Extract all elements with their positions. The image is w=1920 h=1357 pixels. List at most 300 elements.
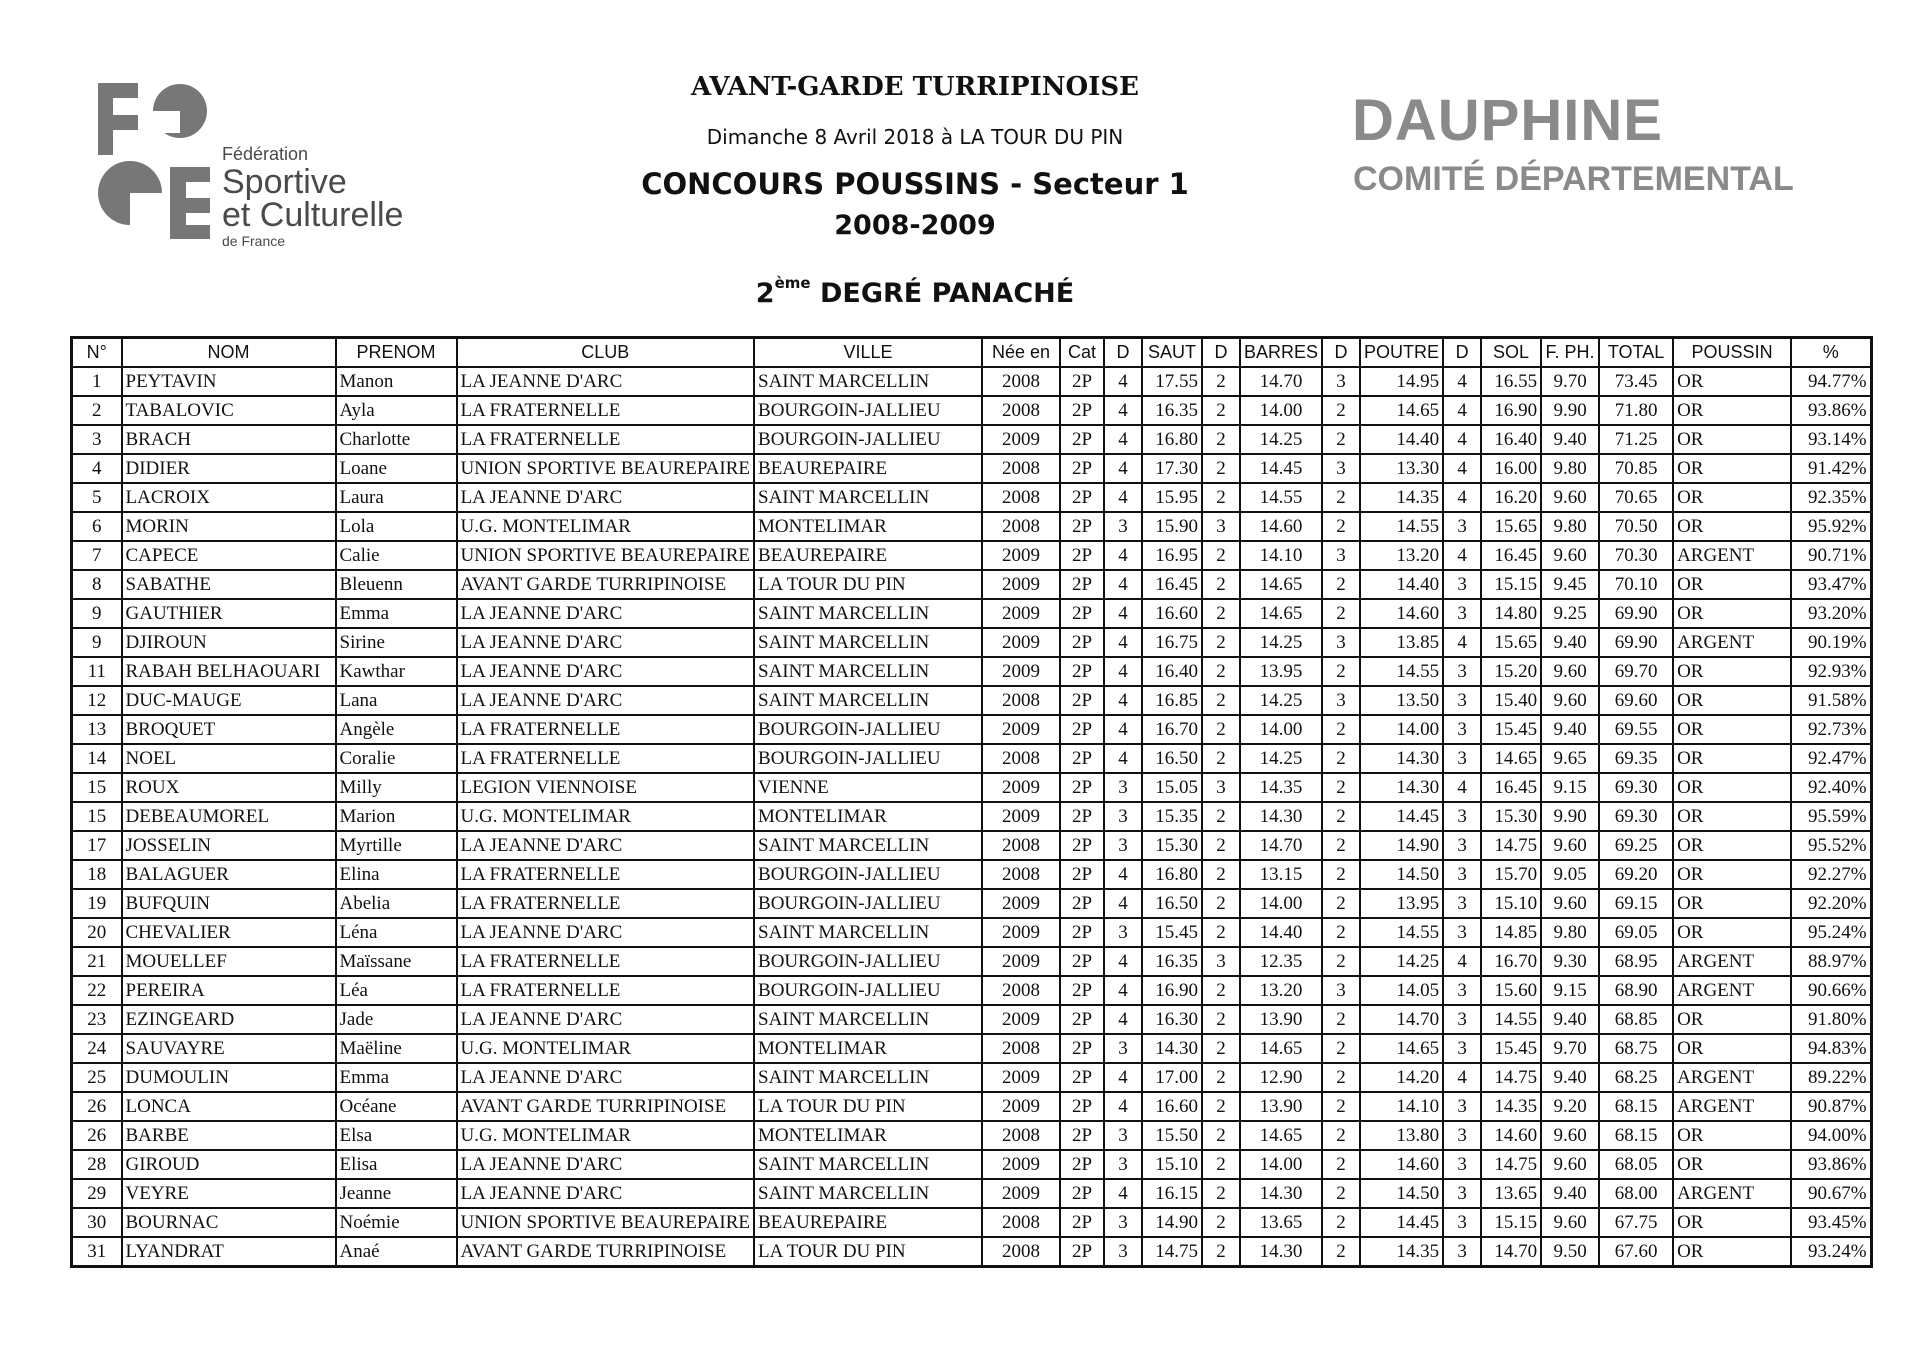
table-cell: LA TOUR DU PIN	[754, 1092, 982, 1121]
table-cell: Jeanne	[336, 1179, 457, 1208]
table-cell: UNION SPORTIVE BEAUREPAIRE	[457, 454, 755, 483]
table-row	[72, 860, 1872, 889]
table-cell: 2	[1202, 1179, 1240, 1208]
table-cell: 69.90	[1599, 599, 1673, 628]
table-cell: 14.90	[1360, 831, 1443, 860]
table-cell: 2	[1322, 889, 1360, 918]
table-cell: AVANT GARDE TURRIPINOISE	[457, 1092, 755, 1121]
table-row	[72, 396, 1872, 425]
table-cell: 4	[1104, 1063, 1142, 1092]
table-cell: OR	[1673, 773, 1791, 802]
table-cell: 14.60	[1360, 1150, 1443, 1179]
table-cell: 16.90	[1142, 976, 1202, 1005]
table-cell: 2	[1322, 918, 1360, 947]
table-cell: 2	[1322, 1034, 1360, 1063]
table-cell: 2P	[1060, 483, 1104, 512]
table-cell: 14.60	[1360, 599, 1443, 628]
table-cell: 16.95	[1142, 541, 1202, 570]
table-cell: 9.60	[1541, 1150, 1599, 1179]
column-header: D	[1202, 338, 1240, 368]
table-cell: Coralie	[336, 744, 457, 773]
table-cell: 15.60	[1481, 976, 1541, 1005]
table-cell: 69.20	[1599, 860, 1673, 889]
table-cell: 3	[1443, 1179, 1481, 1208]
table-cell: 2009	[982, 1063, 1060, 1092]
table-cell: 3	[1443, 860, 1481, 889]
table-cell: OR	[1673, 425, 1791, 454]
table-cell: LACROIX	[122, 483, 336, 512]
table-cell: SAINT MARCELLIN	[754, 1150, 982, 1179]
table-cell: LA FRATERNELLE	[457, 715, 755, 744]
table-cell: LA JEANNE D'ARC	[457, 657, 755, 686]
table-cell: 92.73%	[1791, 715, 1871, 744]
table-cell: Myrtille	[336, 831, 457, 860]
table-cell: LA JEANNE D'ARC	[457, 1005, 755, 1034]
table-cell: OR	[1673, 657, 1791, 686]
table-cell: 2P	[1060, 831, 1104, 860]
table-cell: 14.40	[1360, 425, 1443, 454]
table-cell: 91.58%	[1791, 686, 1871, 715]
table-cell: 16.60	[1142, 1092, 1202, 1121]
table-cell: 14.40	[1360, 570, 1443, 599]
table-cell: 70.10	[1599, 570, 1673, 599]
table-cell: 9.60	[1541, 657, 1599, 686]
table-cell: 14.50	[1360, 1179, 1443, 1208]
table-cell: 92.20%	[1791, 889, 1871, 918]
table-cell: BEAUREPAIRE	[754, 541, 982, 570]
table-cell: OR	[1673, 396, 1791, 425]
table-cell: 14.60	[1481, 1121, 1541, 1150]
table-cell: 2	[1322, 599, 1360, 628]
table-cell: 15.20	[1481, 657, 1541, 686]
table-cell: 14.55	[1360, 512, 1443, 541]
table-cell: 89.22%	[1791, 1063, 1871, 1092]
table-cell: 68.90	[1599, 976, 1673, 1005]
table-cell: 14.70	[1360, 1005, 1443, 1034]
table-cell: 16.35	[1142, 396, 1202, 425]
table-cell: BOURNAC	[122, 1208, 336, 1237]
table-cell: 4	[1443, 454, 1481, 483]
table-row	[72, 454, 1872, 483]
table-cell: Lola	[336, 512, 457, 541]
table-row	[72, 715, 1872, 744]
table-cell: 17.55	[1142, 367, 1202, 396]
table-cell: 14.65	[1240, 1121, 1322, 1150]
table-cell: 6	[72, 512, 122, 541]
table-row	[72, 831, 1872, 860]
table-cell: 13.90	[1240, 1092, 1322, 1121]
table-cell: SAINT MARCELLIN	[754, 831, 982, 860]
table-cell: 2	[1202, 976, 1240, 1005]
dauphine-logo-subtitle: COMITÉ DÉPARTEMENTAL	[1353, 160, 1794, 198]
table-cell: 15.30	[1142, 831, 1202, 860]
column-header: SAUT	[1142, 338, 1202, 368]
table-cell: 15.05	[1142, 773, 1202, 802]
table-cell: 69.90	[1599, 628, 1673, 657]
table-cell: 14.65	[1360, 396, 1443, 425]
table-cell: 4	[1104, 657, 1142, 686]
table-cell: LA JEANNE D'ARC	[457, 1179, 755, 1208]
table-cell: 14.05	[1360, 976, 1443, 1005]
table-cell: LA FRATERNELLE	[457, 425, 755, 454]
table-cell: SAINT MARCELLIN	[754, 686, 982, 715]
table-cell: 16.45	[1142, 570, 1202, 599]
table-cell: LA FRATERNELLE	[457, 976, 755, 1005]
table-cell: 9.15	[1541, 976, 1599, 1005]
table-cell: 69.30	[1599, 802, 1673, 831]
table-cell: Léna	[336, 918, 457, 947]
table-cell: NOEL	[122, 744, 336, 773]
table-cell: 4	[1443, 483, 1481, 512]
table-cell: OR	[1673, 599, 1791, 628]
table-cell: 2009	[982, 947, 1060, 976]
table-cell: 11	[72, 657, 122, 686]
table-cell: 2	[1322, 802, 1360, 831]
table-cell: 2	[1322, 744, 1360, 773]
table-cell: 14.00	[1240, 715, 1322, 744]
table-cell: 14.60	[1240, 512, 1322, 541]
table-cell: OR	[1673, 715, 1791, 744]
table-cell: 2009	[982, 1150, 1060, 1179]
table-cell: 2	[1202, 570, 1240, 599]
table-cell: 15.65	[1481, 512, 1541, 541]
table-row	[72, 744, 1872, 773]
table-cell: 2	[1202, 831, 1240, 860]
table-cell: 92.35%	[1791, 483, 1871, 512]
table-cell: 2	[1202, 483, 1240, 512]
table-cell: Laura	[336, 483, 457, 512]
table-row	[72, 976, 1872, 1005]
table-row	[72, 1179, 1872, 1208]
table-cell: 2	[1202, 541, 1240, 570]
table-cell: 14.00	[1360, 715, 1443, 744]
table-cell: MONTELIMAR	[754, 1121, 982, 1150]
table-cell: 4	[1104, 1092, 1142, 1121]
table-cell: 2009	[982, 773, 1060, 802]
column-header: Née en	[982, 338, 1060, 368]
table-cell: 14.35	[1481, 1092, 1541, 1121]
table-cell: 12.90	[1240, 1063, 1322, 1092]
table-cell: 4	[1443, 367, 1481, 396]
table-cell: 14.10	[1240, 541, 1322, 570]
table-cell: 69.05	[1599, 918, 1673, 947]
table-cell: 14.75	[1481, 831, 1541, 860]
table-cell: 2	[1322, 657, 1360, 686]
table-cell: MORIN	[122, 512, 336, 541]
table-cell: 93.20%	[1791, 599, 1871, 628]
table-cell: 16.40	[1481, 425, 1541, 454]
table-row	[72, 570, 1872, 599]
table-cell: 14.10	[1360, 1092, 1443, 1121]
column-header: Cat	[1060, 338, 1104, 368]
degre-title	[600, 274, 1230, 309]
table-cell: 95.24%	[1791, 918, 1871, 947]
table-cell: 16.90	[1481, 396, 1541, 425]
table-cell: 68.95	[1599, 947, 1673, 976]
table-cell: 2	[1322, 1150, 1360, 1179]
table-cell: BRACH	[122, 425, 336, 454]
table-cell: 3	[1322, 976, 1360, 1005]
table-row	[72, 483, 1872, 512]
table-cell: 14.20	[1360, 1063, 1443, 1092]
table-cell: 13.65	[1481, 1179, 1541, 1208]
table-cell: 17.30	[1142, 454, 1202, 483]
table-cell: 15.15	[1481, 570, 1541, 599]
table-cell: 14.35	[1360, 483, 1443, 512]
table-cell: DEBEAUMOREL	[122, 802, 336, 831]
table-cell: 14.45	[1360, 1208, 1443, 1237]
table-cell: 15	[72, 773, 122, 802]
table-cell: 18	[72, 860, 122, 889]
table-cell: 3	[1443, 1092, 1481, 1121]
fscf-line4: de France	[222, 233, 286, 249]
table-cell: 2009	[982, 425, 1060, 454]
table-cell: 2008	[982, 1208, 1060, 1237]
table-row	[72, 367, 1872, 396]
table-cell: 2009	[982, 889, 1060, 918]
table-cell: 93.14%	[1791, 425, 1871, 454]
table-cell: 5	[72, 483, 122, 512]
table-cell: SAUVAYRE	[122, 1034, 336, 1063]
table-cell: 14.55	[1481, 1005, 1541, 1034]
table-cell: 14.50	[1360, 860, 1443, 889]
table-cell: 2P	[1060, 1034, 1104, 1063]
table-cell: 2008	[982, 744, 1060, 773]
table-cell: 14.75	[1481, 1150, 1541, 1179]
table-cell: 13.20	[1240, 976, 1322, 1005]
table-cell: LA JEANNE D'ARC	[457, 483, 755, 512]
table-cell: 70.85	[1599, 454, 1673, 483]
table-cell: JOSSELIN	[122, 831, 336, 860]
table-cell: U.G. MONTELIMAR	[457, 1121, 755, 1150]
table-cell: 14.00	[1240, 396, 1322, 425]
table-cell: 15.45	[1481, 1034, 1541, 1063]
table-cell: 94.00%	[1791, 1121, 1871, 1150]
table-row	[72, 512, 1872, 541]
table-cell: 2	[72, 396, 122, 425]
table-cell: 14.65	[1240, 570, 1322, 599]
table-cell: 16.60	[1142, 599, 1202, 628]
table-cell: 9.15	[1541, 773, 1599, 802]
table-row	[72, 1005, 1872, 1034]
table-row	[72, 918, 1872, 947]
table-cell: BEAUREPAIRE	[754, 454, 982, 483]
table-cell: 2P	[1060, 512, 1104, 541]
table-cell: 3	[1322, 541, 1360, 570]
table-cell: 16.50	[1142, 744, 1202, 773]
column-header: PRENOM	[336, 338, 457, 368]
table-cell: BOURGOIN-JALLIEU	[754, 744, 982, 773]
table-cell: 2009	[982, 802, 1060, 831]
table-cell: 2008	[982, 367, 1060, 396]
table-cell: 14.65	[1481, 744, 1541, 773]
table-cell: 15.70	[1481, 860, 1541, 889]
table-cell: 2	[1322, 1208, 1360, 1237]
table-cell: SAINT MARCELLIN	[754, 483, 982, 512]
table-cell: 16.40	[1142, 657, 1202, 686]
table-cell: LA FRATERNELLE	[457, 396, 755, 425]
table-cell: 4	[1104, 744, 1142, 773]
table-cell: 4	[1104, 628, 1142, 657]
table-cell: 2009	[982, 1092, 1060, 1121]
table-cell: 3	[1104, 831, 1142, 860]
table-cell: 12.35	[1240, 947, 1322, 976]
table-cell: 16.30	[1142, 1005, 1202, 1034]
table-cell: LYANDRAT	[122, 1237, 336, 1267]
table-cell: 14.45	[1360, 802, 1443, 831]
table-cell: 2	[1202, 1005, 1240, 1034]
table-cell: BEAUREPAIRE	[754, 1208, 982, 1237]
table-cell: 3	[1443, 918, 1481, 947]
table-cell: GIROUD	[122, 1150, 336, 1179]
table-cell: MONTELIMAR	[754, 1034, 982, 1063]
table-cell: LA TOUR DU PIN	[754, 1237, 982, 1267]
table-row	[72, 628, 1872, 657]
table-cell: 3	[1322, 686, 1360, 715]
table-cell: 2	[1322, 1121, 1360, 1150]
table-cell: 2008	[982, 483, 1060, 512]
table-cell: 2008	[982, 1034, 1060, 1063]
table-cell: 2P	[1060, 1092, 1104, 1121]
table-cell: 3	[1104, 1237, 1142, 1267]
table-cell: 3	[1443, 1034, 1481, 1063]
table-cell: 2008	[982, 396, 1060, 425]
table-cell: LA JEANNE D'ARC	[457, 1150, 755, 1179]
table-cell: 30	[72, 1208, 122, 1237]
table-cell: RABAH BELHAOUARI	[122, 657, 336, 686]
table-cell: 2P	[1060, 1150, 1104, 1179]
table-cell: 13.85	[1360, 628, 1443, 657]
table-cell: 13.95	[1360, 889, 1443, 918]
table-cell: 2008	[982, 831, 1060, 860]
table-cell: 2	[1202, 744, 1240, 773]
table-cell: 2P	[1060, 396, 1104, 425]
table-row	[72, 541, 1872, 570]
table-cell: Anaé	[336, 1237, 457, 1267]
table-cell: 2008	[982, 512, 1060, 541]
column-header: VILLE	[754, 338, 982, 368]
table-cell: 4	[1104, 860, 1142, 889]
table-cell: LA TOUR DU PIN	[754, 570, 982, 599]
table-cell: 14.30	[1240, 1237, 1322, 1267]
table-cell: 16.20	[1481, 483, 1541, 512]
table-cell: 2009	[982, 628, 1060, 657]
table-cell: SAINT MARCELLIN	[754, 1063, 982, 1092]
table-cell: BOURGOIN-JALLIEU	[754, 425, 982, 454]
table-cell: 15.30	[1481, 802, 1541, 831]
table-cell: 7	[72, 541, 122, 570]
table-cell: 67.75	[1599, 1208, 1673, 1237]
table-row	[72, 657, 1872, 686]
table-cell: 14.40	[1240, 918, 1322, 947]
column-header: POUTRE	[1360, 338, 1443, 368]
table-header-row	[72, 338, 1872, 368]
table-cell: 17.00	[1142, 1063, 1202, 1092]
table-cell: OR	[1673, 744, 1791, 773]
table-cell: 2008	[982, 454, 1060, 483]
table-cell: SAINT MARCELLIN	[754, 367, 982, 396]
table-cell: 3	[1443, 599, 1481, 628]
table-cell: 3	[1322, 628, 1360, 657]
fscf-logo-text	[222, 145, 403, 248]
table-cell: 2P	[1060, 1208, 1104, 1237]
table-cell: 94.83%	[1791, 1034, 1871, 1063]
table-cell: 4	[1104, 889, 1142, 918]
table-cell: 88.97%	[1791, 947, 1871, 976]
table-cell: 95.59%	[1791, 802, 1871, 831]
table-cell: 13.20	[1360, 541, 1443, 570]
table-row	[72, 773, 1872, 802]
table-cell: 9.40	[1541, 1179, 1599, 1208]
table-cell: 2P	[1060, 454, 1104, 483]
table-cell: BOURGOIN-JALLIEU	[754, 715, 982, 744]
table-cell: 9.60	[1541, 483, 1599, 512]
table-cell: CHEVALIER	[122, 918, 336, 947]
table-cell: BOURGOIN-JALLIEU	[754, 889, 982, 918]
table-cell: 3	[72, 425, 122, 454]
table-cell: DUC-MAUGE	[122, 686, 336, 715]
table-cell: 2009	[982, 918, 1060, 947]
club-title: AVANT-GARDE TURRIPINOISE	[691, 72, 1139, 102]
table-cell: 2008	[982, 860, 1060, 889]
table-cell: 3	[1443, 889, 1481, 918]
table-cell: 14.25	[1240, 744, 1322, 773]
table-cell: 9.45	[1541, 570, 1599, 599]
table-cell: SAINT MARCELLIN	[754, 1179, 982, 1208]
table-cell: 2P	[1060, 425, 1104, 454]
table-cell: 4	[1443, 773, 1481, 802]
table-cell: 95.52%	[1791, 831, 1871, 860]
table-cell: LEGION VIENNOISE	[457, 773, 755, 802]
table-cell: DIDIER	[122, 454, 336, 483]
table-cell: 90.19%	[1791, 628, 1871, 657]
table-cell: 9.90	[1541, 396, 1599, 425]
table-cell: 15	[72, 802, 122, 831]
table-cell: 2	[1202, 396, 1240, 425]
table-cell: OR	[1673, 860, 1791, 889]
table-cell: 70.30	[1599, 541, 1673, 570]
table-cell: ARGENT	[1673, 628, 1791, 657]
table-cell: 9.60	[1541, 1121, 1599, 1150]
table-cell: LONCA	[122, 1092, 336, 1121]
table-cell: 14.00	[1240, 889, 1322, 918]
table-cell: OR	[1673, 1237, 1791, 1267]
column-header: POUSSIN	[1673, 338, 1791, 368]
table-cell: 14.70	[1240, 831, 1322, 860]
table-cell: ARGENT	[1673, 541, 1791, 570]
table-cell: Sirine	[336, 628, 457, 657]
table-cell: ARGENT	[1673, 1179, 1791, 1208]
table-cell: 14.25	[1240, 686, 1322, 715]
table-cell: 9.60	[1541, 889, 1599, 918]
table-cell: 26	[72, 1121, 122, 1150]
fscf-line1: Fédération	[222, 144, 309, 164]
table-cell: 14.65	[1240, 1034, 1322, 1063]
table-cell: 3	[1104, 773, 1142, 802]
table-cell: OR	[1673, 1034, 1791, 1063]
table-cell: 93.47%	[1791, 570, 1871, 599]
table-cell: 9.80	[1541, 512, 1599, 541]
table-cell: 4	[1443, 947, 1481, 976]
table-cell: 93.86%	[1791, 396, 1871, 425]
table-cell: 4	[1104, 541, 1142, 570]
table-cell: 2	[1202, 1237, 1240, 1267]
table-cell: 3	[1104, 918, 1142, 947]
table-cell: ARGENT	[1673, 1092, 1791, 1121]
table-cell: 14.30	[1360, 744, 1443, 773]
table-cell: 19	[72, 889, 122, 918]
table-cell: 13.80	[1360, 1121, 1443, 1150]
